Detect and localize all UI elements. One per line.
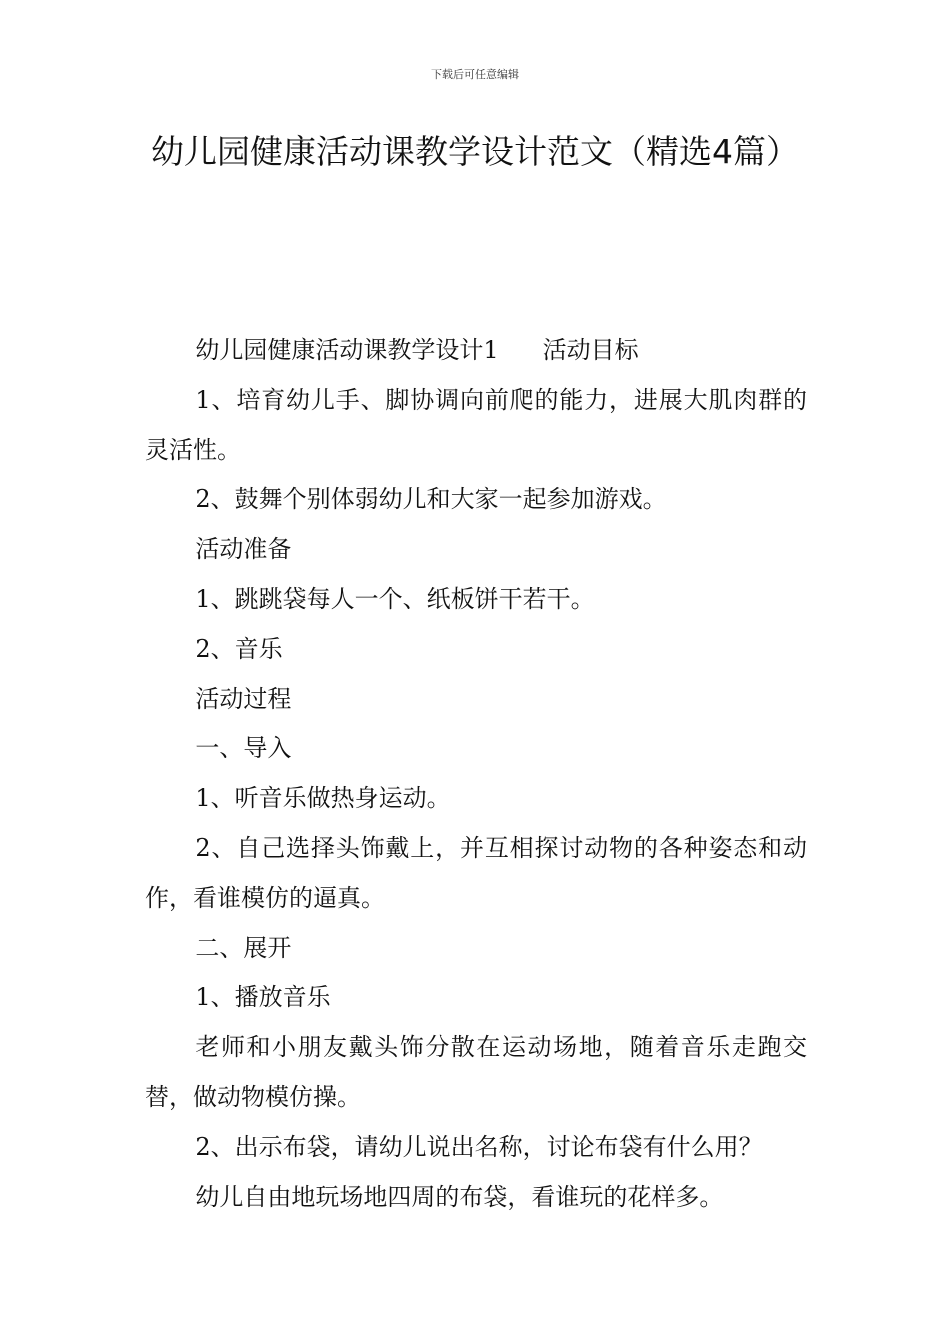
paragraph: 老师和小朋友戴头饰分散在运动场地，随着音乐走跑交替，做动物模仿操。 (145, 1033, 807, 1111)
section-heading: 幼儿园健康活动课教学设计1 (195, 336, 499, 364)
paragraph: 1、跳跳袋每人一个、纸板饼干若干。 (195, 584, 595, 613)
paragraph: 1、听音乐做热身运动。 (195, 784, 451, 813)
paragraph: 1、播放音乐 (195, 983, 331, 1012)
paragraph: 2、音乐 (195, 634, 283, 663)
page-header-note: 下载后可任意编辑 (431, 68, 519, 81)
document-title: 幼儿园健康活动课教学设计范文（精选4篇） (151, 132, 799, 171)
paragraph: 活动准备 (195, 535, 292, 564)
paragraph: 2、出示布袋，请幼儿说出名称，讨论布袋有什么用？ (195, 1132, 763, 1161)
paragraph: 幼儿自由地玩场地四周的布袋，看谁玩的花样多。 (195, 1182, 724, 1211)
paragraph: 二、展开 (195, 933, 292, 962)
document-body (145, 326, 807, 1222)
paragraph: 活动过程 (195, 684, 292, 713)
paragraph: 一、导入 (195, 734, 292, 763)
section-heading-line (145, 326, 807, 376)
paragraph: 1、培育幼儿手、脚协调向前爬的能力，进展大肌肉群的灵活性。 (145, 385, 807, 464)
paragraph: 2、自己选择头饰戴上，并互相探讨动物的各种姿态和动作，看谁模仿的逼真。 (145, 833, 807, 912)
paragraph: 2、鼓舞个别体弱幼儿和大家一起参加游戏。 (195, 485, 667, 514)
section-subheading: 活动目标 (542, 336, 639, 364)
